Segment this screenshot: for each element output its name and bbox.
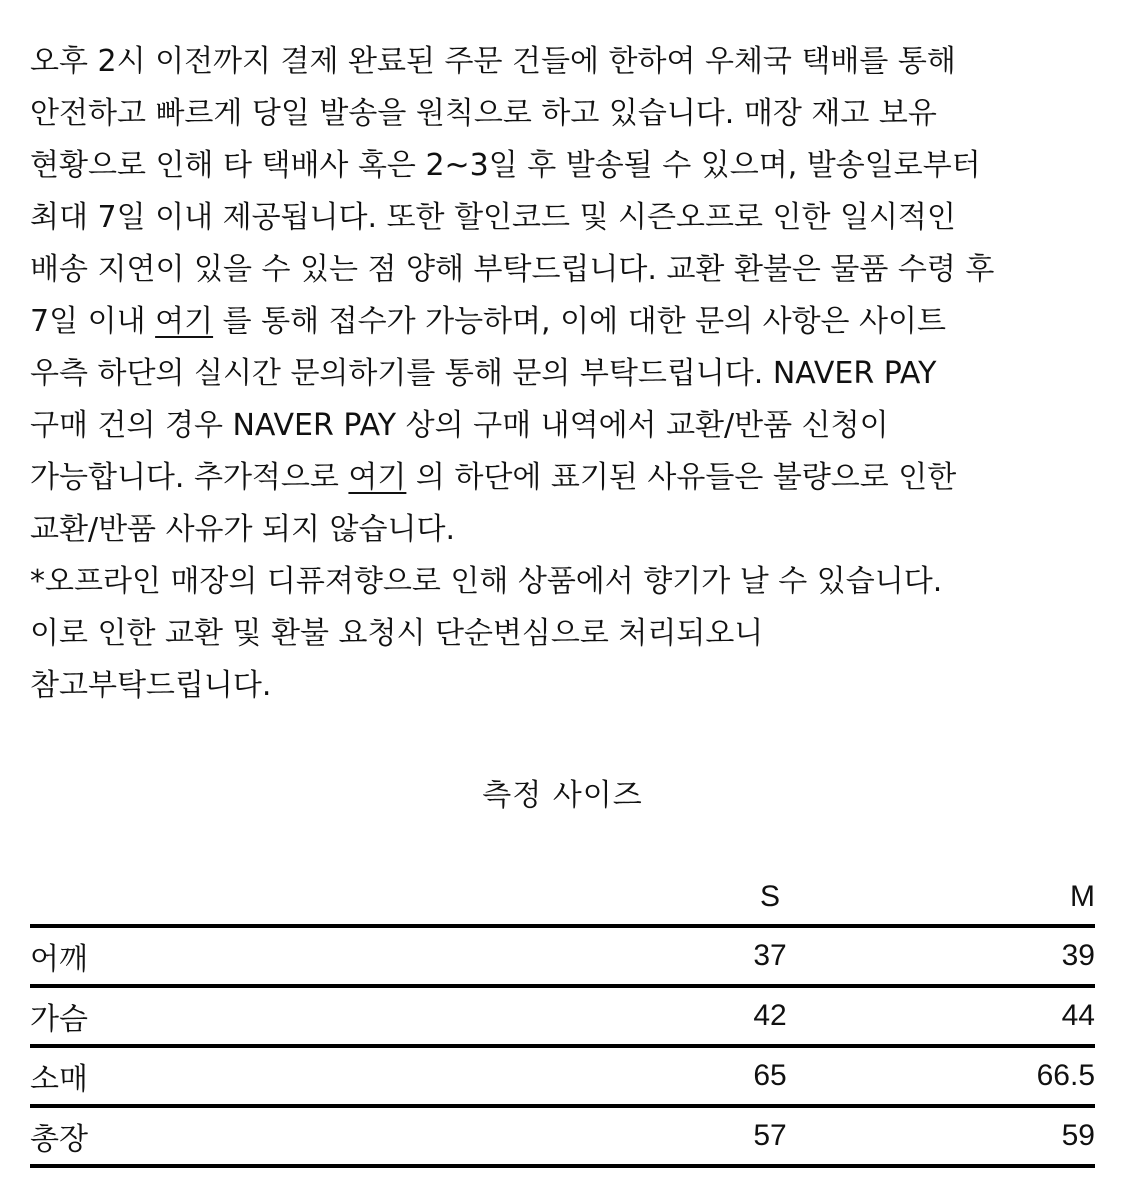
row-label: 가슴 (30, 986, 310, 1046)
notice-line: 우측 하단의 실시간 문의하기를 통해 문의 부탁드립니다. NAVER PAY (30, 356, 937, 391)
row-label: 어깨 (30, 926, 310, 986)
size-s-value (310, 1106, 810, 1166)
notice-line: 최대 7일 이내 제공됩니다. 또한 할인코드 및 시즌오프로 인한 일시적인 (30, 200, 956, 235)
header-size-s (310, 870, 810, 926)
notice-text: 7일 이내 (30, 304, 156, 339)
size-row-length (30, 1106, 1095, 1166)
notice-text: 를 통해 접수가 가능하며, 이에 대한 문의 사항은 사이트 (213, 304, 946, 339)
notice-line: 오후 2시 이전까지 결제 완료된 주문 건들에 한하여 우체국 택배를 통해 (30, 44, 956, 79)
notice-line (30, 452, 1110, 504)
size-s-value-text: 57 (753, 1119, 787, 1152)
size-row-shoulder (30, 926, 1095, 986)
shipping-notice (30, 36, 1110, 712)
size-s-value (310, 1046, 810, 1106)
notice-line: *오프라인 매장의 디퓨져향으로 인해 상품에서 향기가 날 수 있습니다. (30, 564, 943, 599)
notice-line: 이로 인한 교환 및 환불 요청시 단순변심으로 처리되오니 (30, 616, 764, 651)
size-row-chest (30, 986, 1095, 1046)
size-chart-title: 측정 사이즈 (482, 778, 643, 813)
size-s-value-text: 42 (753, 999, 787, 1032)
notice-line: 구매 건의 경우 NAVER PAY 상의 구매 내역에서 교환/반품 신청이 (30, 408, 889, 443)
size-s-value-text: 65 (753, 1059, 787, 1092)
notice-text: 의 하단에 표기된 사유들은 불량으로 인한 (406, 460, 957, 495)
header-empty (30, 870, 310, 926)
size-s-value (310, 926, 810, 986)
header-size-m: M (810, 870, 1095, 926)
notice-text: 가능합니다. 추가적으로 (30, 460, 349, 495)
size-row-sleeve (30, 1046, 1095, 1106)
exchange-request-link[interactable]: 여기 (155, 304, 214, 339)
size-chart-table (30, 870, 1095, 1168)
non-defect-reasons-link[interactable]: 여기 (348, 460, 407, 495)
notice-line: 배송 지연이 있을 수 있는 점 양해 부탁드립니다. 교환 환불은 물품 수령 후 (30, 252, 995, 287)
size-m-value: 66.5 (810, 1046, 1095, 1106)
size-m-value: 44 (810, 986, 1095, 1046)
size-header-row (30, 870, 1095, 926)
size-s-value-text: 37 (753, 939, 787, 972)
notice-line: 현황으로 인해 타 택배사 혹은 2~3일 후 발송될 수 있으며, 발송일로부터 (30, 148, 981, 183)
size-m-value: 39 (810, 926, 1095, 986)
notice-line (30, 296, 1110, 348)
size-m-value: 59 (810, 1106, 1095, 1166)
notice-line: 교환/반품 사유가 되지 않습니다. (30, 512, 455, 547)
header-size-s-label: S (759, 880, 780, 913)
size-s-value (310, 986, 810, 1046)
notice-line: 참고부탁드립니다. (30, 668, 272, 703)
row-label: 총장 (30, 1106, 310, 1166)
notice-line: 안전하고 빠르게 당일 발송을 원칙으로 하고 있습니다. 매장 재고 보유 (30, 96, 937, 131)
row-label: 소매 (30, 1046, 310, 1106)
